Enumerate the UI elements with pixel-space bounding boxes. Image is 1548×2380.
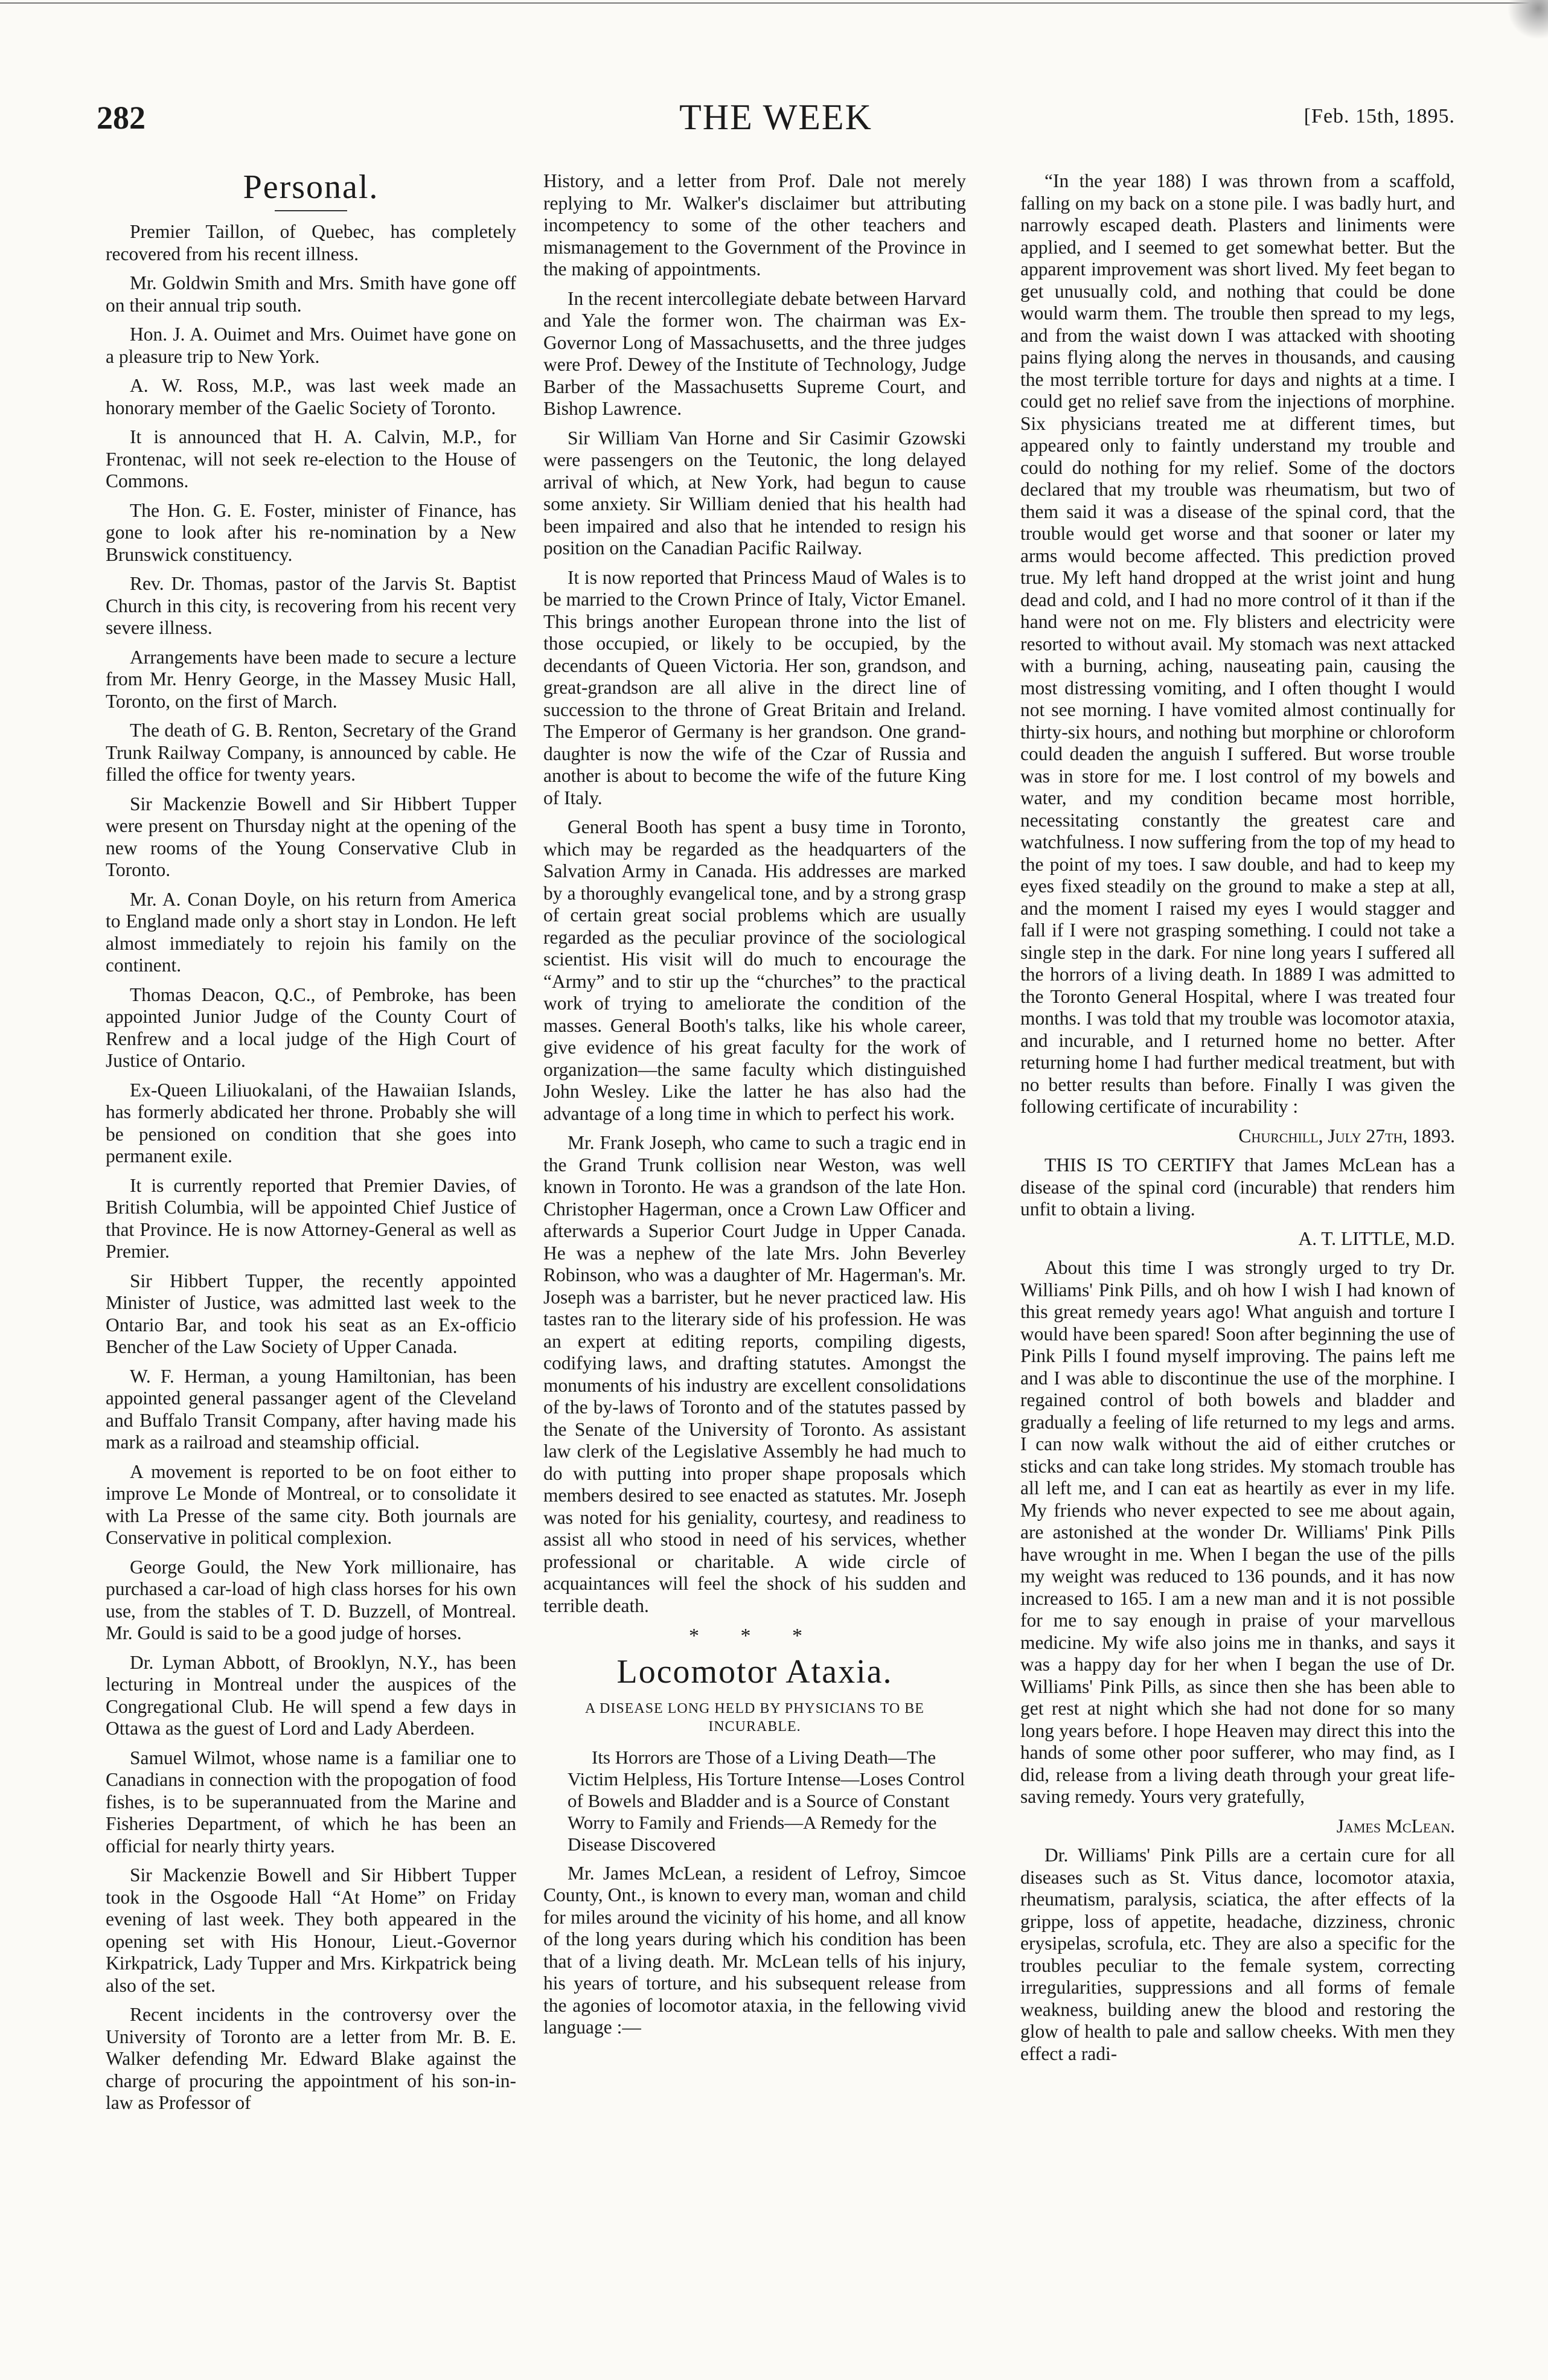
- personal-item: Thomas Deacon, Q.C., of Pembroke, has been appointed Junior Judge of the County Court of Renfrew and a local judge of the High Court of Justice of Ontario.: [106, 984, 516, 1071]
- certificate-signature: A. T. LITTLE, M.D.: [1298, 1227, 1455, 1249]
- personal-item: Sir Hibbert Tupper, the recently appointed Minister of Justice, was admitted last week to the Ontario Bar, and took his seat as an Ex-officio Bencher of the Law Society of Upper Canada.: [106, 1270, 516, 1357]
- article-subheading: A DISEASE LONG HELD BY PHYSICIANS TO BE INCURABLE.: [585, 1700, 924, 1735]
- personal-item: A movement is reported to be on foot either to improve Le Monde of Montreal, or to consolidate it with La Presse of the same city. Both journals are Conservative in political complexion.: [106, 1460, 516, 1548]
- page-header: [97, 97, 1455, 151]
- article-intro: Mr. James McLean, a resident of Lefroy, Simcoe County, Ont., is known to every man, woman and child for miles around the vicinity of his home, and all know of the long years during which his condition has been that of a living death. Mr. McLean tells of his injury, his years of torture, and his subsequent release from the agonies of locomotor ataxia, in the fellowing vivid language :—: [543, 1862, 966, 2038]
- personal-item: Mr. A. Conan Doyle, on his return from America to England made only a short stay in London. He left almost immediately to rejoin his family on the continent.: [106, 888, 516, 976]
- personal-item: A. W. Ross, M.P., was last week made an honorary member of the Gaelic Society of Toronto.: [106, 375, 516, 418]
- personal-item: Premier Taillon, of Quebec, has completely recovered from his recent illness.: [106, 221, 516, 264]
- masthead-title: THE WEEK: [679, 97, 872, 137]
- personal-item: It is announced that H. A. Calvin, M.P., for Frontenac, will not seek re-election to the House of Commons.: [106, 426, 516, 491]
- personal-item: Samuel Wilmot, whose name is a familiar one to Canadians in connection with the propogation of food fishes, is to be superannuated from the Marine and Fisheries Department, of which he has been an official for nearly thirty years.: [106, 1747, 516, 1857]
- section-title-ataxia: Locomotor Ataxia.: [616, 1652, 893, 1691]
- testimony-signature: James McLean.: [1336, 1815, 1455, 1837]
- column-paragraph: General Booth has spent a busy time in Toronto, which may be regarded as the headquarters of the Salvation Army in Canada. His addresses are marked by a thoroughly evangelical tone, and by a strong grasp of certain great social problems which are usually regarded as the peculiar province of the sociological scientist. His visit will do much to encourage the “Army” and to stir up the “churches” to the practical work of trying to ameliorate the condition of the masses. General Booth's talks, like his whole career, give evidence of his great faculty for the work of organization—the same faculty which distinguished John Wesley. Like the latter he has also had the advantage of a long time in which to perfect his work.: [543, 816, 966, 1124]
- personal-item: Recent incidents in the controversy over the University of Toronto are a letter from Mr. B. E. Walker defending Mr. Edward Blake against the charge of procuring the appointment of his son-in-law as Professor of: [106, 2004, 516, 2113]
- column-right: [1020, 170, 1455, 2072]
- advert-paragraph: Dr. Williams' Pink Pills are a certain cure for all diseases such as St. Vitus dance, locomotor ataxia, rheumatism, paralysis, sciatica, the after effects of la grippe, loss of appetite, headache, dizziness, chronic erysipelas, scrofula, etc. They are also a specific for the troubles peculiar to the female system, correcting irregularities, suppressions and all forms of female weakness, building anew the blood and restoring the glow of health to pale and sallow cheeks. With men they effect a radi-: [1020, 1844, 1455, 2064]
- page-corner-scuff: [1500, 0, 1548, 42]
- issue-date: [Feb. 15th, 1895.: [1303, 105, 1455, 127]
- personal-item: Sir Mackenzie Bowell and Sir Hibbert Tupper took in the Osgoode Hall “At Home” on Friday evening of last week. They both appeared in the opening set with His Honour, Lieut.-Governor Kirkpatrick, Lady Tupper and Mrs. Kirkpatrick being also of the set.: [106, 1864, 516, 1996]
- personal-item: The death of G. B. Renton, Secretary of the Grand Trunk Railway Company, is announced by cable. He filled the office for twenty years.: [106, 720, 516, 785]
- column-paragraph: History, and a letter from Prof. Dale not merely replying to Mr. Walker's disclaimer but attributing incompetency to some of the other teachers and mismanagement to the Government of the Province in the making of appointments.: [543, 170, 966, 280]
- testimony-paragraph: “In the year 188) I was thrown from a scaffold, falling on my back on a stone pile. I was badly hurt, and narrowly escaped death. Plasters and liniments were applied, and I seemed to get somewhat better. But the apparent improvement was short lived. My feet began to get unusually cold, and nothing that could be done would warm them. The trouble then spread to my legs, and from the waist down I was attacked with shooting pains flying along the nerves in thousands, and causing the most terrible torture for days and nights at a time. I could get no relief save from the injections of morphine. Six physicians treated me at different times, but appeared only to faintly understand my trouble and could do nothing for my relief. Some of the doctors declared that my trouble was rheumatism, but two of them said it was a disease of the spinal cord, that the trouble would get worse and that sooner or later my arms would become affected. This prediction proved true. My left hand dropped at the wrist joint and hung dead and cold, and I had no more control of it than if the hand were not on me. Fly blisters and electricity were resorted to without avail. My stomach was next attacked with a burning, aching, nauseating pain, causing the most distressing vomiting, and I often thought I would not see morning. I have vomited almost continually for thirty-six hours, and nothing but morphine or chloroform could deaden the anguish I suffered. But worse trouble was in store for me. I lost control of my bowels and water, and my condition became most horrible, necessitating constantly the greatest care and watchfulness. I now suffering from the top of my head to the point of my toes. I saw double, and had to keep my eyes fixed steadily on the ground to make a step at all, and the moment I raised my eyes I would stagger and fall if I were not grasping something. I could not take a single step in the dark. For nine long years I suffered all the horrors of a living death. In 1889 I was admitted to the Toronto General Hospital, where I was treated four months. I was told that my trouble was locomotor ataxia, and incurable, and I returned home no better. After returning home I had further medical treatment, but with no better results than before. Finally I was given the following certificate of incurability :: [1020, 170, 1455, 1117]
- column-paragraph: It is now reported that Princess Maud of Wales is to be married to the Crown Prince of Italy, Victor Emanel. This brings another European throne into the list of those occupied, or likely to be occupied, by the decendants of Queen Victoria. Her son, grandson, and great-grandson are all alive in the direct line of succession to the throne of Great Britain and Ireland. The Emperor of Germany is her grandson. One grand-daughter is now the wife of the Czar of Russia and another is about to become the wife of the future King of Italy.: [543, 566, 966, 808]
- column-paragraph: In the recent intercollegiate debate between Harvard and Yale the former won. The chairman was Ex-Governor Long of Massachusetts, and the three judges were Prof. Dewey of the Institute of Technology, Judge Barber of the Massachusetts Supreme Court, and Bishop Lawrence.: [543, 287, 966, 419]
- article-summary: Its Horrors are Those of a Living Death—The Victim Helpless, His Torture Intense—Loses Control of Bowels and Bladder and is a Source of Constant Worry to Family and Friends—A Remedy for the Disease Discovered: [568, 1746, 965, 1855]
- personal-item: Arrangements have been made to secure a lecture from Mr. Henry George, in the Massey Music Hall, Toronto, on the first of March.: [106, 646, 516, 712]
- certificate-text: THIS IS TO CERTIFY that James McLean has a disease of the spinal cord (incurable) that renders him unfit to obtain a living.: [1020, 1154, 1455, 1220]
- page-number: 282: [97, 100, 146, 136]
- personal-item: The Hon. G. E. Foster, minister of Finance, has gone to look after his re-nomination by a New Brunswick constituency.: [106, 499, 516, 565]
- personal-item: Rev. Dr. Thomas, pastor of the Jarvis St. Baptist Church in this city, is recovering from his recent very severe illness.: [106, 573, 516, 638]
- personal-item: George Gould, the New York millionaire, has purchased a car-load of high class horses for his own use, from the stables of T. D. Buzzell, of Montreal. Mr. Gould is said to be a good judge of horses.: [106, 1556, 516, 1643]
- personal-item: W. F. Herman, a young Hamiltonian, has been appointed general passanger agent of the Cleveland and Buffalo Transit Company, after having made his mark as a railroad and steamship official.: [106, 1365, 516, 1453]
- personal-item: Dr. Lyman Abbott, of Brooklyn, N.Y., has been lecturing in Montreal under the auspices of the Congregational Club. He will spend a few days in Ottawa as the guest of Lord and Lady Aberdeen.: [106, 1651, 516, 1739]
- testimony-paragraph: About this time I was strongly urged to try Dr. Williams' Pink Pills, and oh how I wish I had known of this great remedy years ago! What anguish and torture I would have been spared! Soon after beginning the use of Pink Pills I found myself improving. The pains left me and I was able to discontinue the use of the morphine. I regained control of both bowels and bladder and gradually a feeling of life returned to my legs and arms. I can now walk without the aid of either crutches or sticks and can take long strides. My stomach trouble has all left me, and I can eat as heartily as ever in my life. My friends who never expected to see me about again, are astonished at the wonder Dr. Williams' Pink Pills have wrought in me. When I began the use of the pills my weight was reduced to 136 pounds, and it has now increased to 165. I am a new man and it is not possible for me to say enough in praise of your marvellous medicine. My wife also joins me in thanks, and says it was a happy day for her when I began the use of Dr. Williams' Pink Pills, as since then she has been able to get rest at night which she had not done for so many long years before. I hope Heaven may direct this into the hands of some other poor sufferer, who may find, as I did, release from a living death through your great life-saving remedy. Yours very gratefully,: [1020, 1257, 1455, 1807]
- section-title-personal: Personal.: [243, 168, 379, 206]
- title-rule: [275, 210, 347, 211]
- column-paragraph: Mr. Frank Joseph, who came to such a tragic end in the Grand Trunk collision near Weston, was well known in Toronto. He was a grandson of the late Hon. Christopher Hagerman, once a Crown Law Officer and afterwards a Superior Court Judge in Upper Canada. He was a nephew of the late Mrs. John Beverley Robinson, who was a daughter of Mr. Hagerman's. Mr. Joseph was a barrister, but he never practiced law. His tastes ran to the literary side of his profession. He was an expert at editing reports, compiling digests, codifying laws, and drafting statutes. Amongst the monuments of his industry are excellent consolidations of the by-laws of Toronto and of the statutes passed by the Senate of the University of Toronto. As assistant law clerk of the Legislative Assembly he had much to do with putting into proper shape proposals which members desired to see enacted as statutes. Mr. Joseph was noted for his geniality, courtesy, and readiness to assist all who stood in need of his services, whether professional or charitable. A wide circle of acquaintances will feel the shock of his sudden and terrible death.: [543, 1132, 966, 1616]
- certificate-date: Churchill, July 27th, 1893.: [1238, 1125, 1455, 1147]
- personal-item: Hon. J. A. Ouimet and Mrs. Ouimet have gone on a pleasure trip to New York.: [106, 324, 516, 367]
- personal-item: Sir Mackenzie Bowell and Sir Hibbert Tupper were present on Thursday night at the opening of the new rooms of the Young Conservative Club in Toronto.: [106, 793, 516, 880]
- column-paragraph: Sir William Van Horne and Sir Casimir Gzowski were passengers on the Teutonic, the long delayed arrival of which, at New York, had begun to cause some anxiety. Sir William denied that his health had been impaired and also that he intended to resign his position on the Canadian Pacific Railway.: [543, 427, 966, 558]
- personal-item: It is currently reported that Premier Davies, of British Columbia, will be appointed Chief Justice of that Province. He is now Attorney-General as well as Premier.: [106, 1174, 516, 1262]
- column-personal: [106, 163, 516, 2122]
- section-divider-stars: * * *: [689, 1625, 820, 1647]
- top-border-line: [0, 2, 1548, 4]
- column-middle: [543, 170, 966, 2046]
- personal-item: Ex-Queen Liliuokalani, of the Hawaiian Islands, has formerly abdicated her throne. Probably she will be pensioned on condition that she goes into permanent exile.: [106, 1079, 516, 1166]
- personal-item: Mr. Goldwin Smith and Mrs. Smith have gone off on their annual trip south.: [106, 272, 516, 316]
